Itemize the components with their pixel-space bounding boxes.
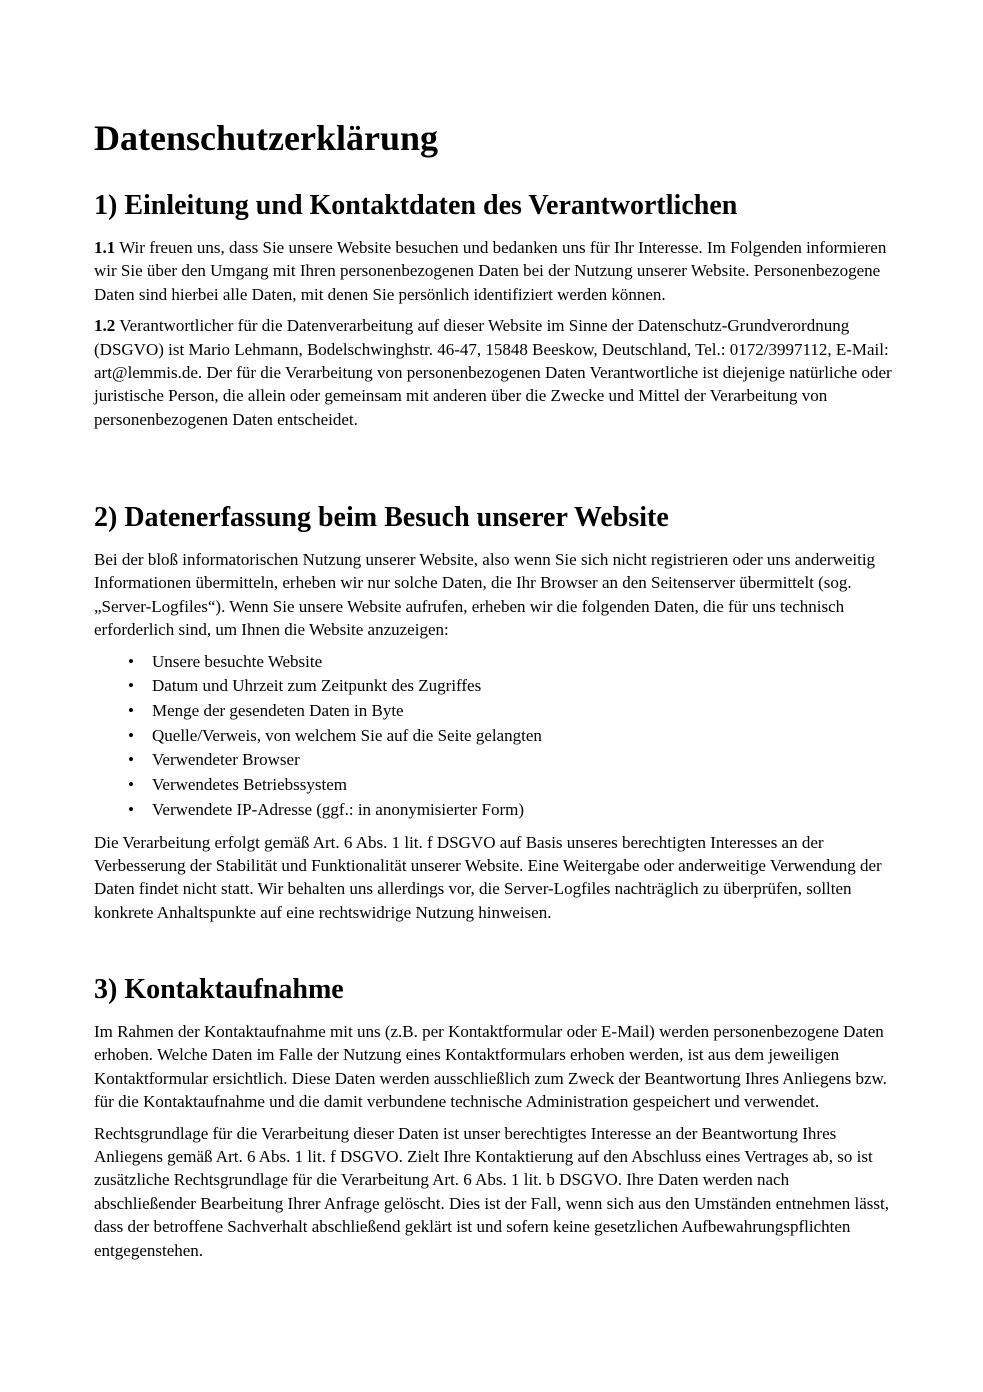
section-heading: 2) Datenerfassung beim Besuch unserer Website <box>94 502 669 533</box>
document-page <box>94 118 894 1260</box>
paragraph-text: Verantwortlicher für die Datenverarbeitung auf dieser Website im Sinne der Datenschutz-Grundverordnung (DSGVO) ist Mario Lehmann, Bodelschwinghstr. 46-47, 15848 Beeskow, Deutschland, Tel.: 0172/3997112, E-Mail: art@lemmis.de. Der für die Verarbeitung von personenbezogenen Daten Verantwortliche ist diejenige natürliche oder juristische Person, die allein oder gemeinsam mit anderen über die Zwecke und Mittel der Verarbeitung von personenbezogenen Daten entscheidet. <box>94 316 892 429</box>
list-item: • Verwendeter Browser <box>94 748 894 773</box>
list-item: • Menge der gesendeten Daten in Byte <box>94 699 894 724</box>
section-outro-paragraph: Die Verarbeitung erfolgt gemäß Art. 6 Abs. 1 lit. f DSGVO auf Basis unseres berechtigten Interesses an der Verbesserung der Stabilität und Funktionalität unserer Website. Eine Weitergabe oder anderweitige Verwendung der Daten findet nicht statt. Wir behalten uns allerdings vor, die Server-Logfiles nachträglich zu überprüfen, sollten konkrete Anhaltspunkte auf eine rechtswidrige Nutzung hinweisen. <box>94 832 882 922</box>
page-title: Datenschutzerklärung <box>94 118 438 158</box>
bullet-icon: • <box>128 701 134 721</box>
paragraph-number: 1.2 <box>94 316 116 336</box>
list-item: • Unsere besuchte Website <box>94 650 894 675</box>
section-heading: 3) Kontaktaufnahme <box>94 974 344 1005</box>
bullet-icon: • <box>128 725 134 745</box>
collected-data-list <box>94 650 894 823</box>
list-item: • Verwendetes Betriebssystem <box>94 773 894 798</box>
bullet-icon: • <box>128 651 134 671</box>
bullet-icon: • <box>128 676 134 696</box>
section-contact <box>94 974 894 1270</box>
list-item: • Quelle/Verweis, von welchem Sie auf die Seite gelangten <box>94 724 894 749</box>
section-data-collection <box>94 502 894 932</box>
paragraph-text: Wir freuen uns, dass Sie unsere Website besuchen und bedanken uns für Ihr Interesse. Im Folgenden informieren wir Sie über den Umgang mit Ihren personenbezogenen Daten bei der Nutzung unserer Website. Personenbezogene Daten sind hierbei alle Daten, mit denen Sie persönlich identifiziert werden können. <box>94 238 887 304</box>
list-item: • Datum und Uhrzeit zum Zeitpunkt des Zugriffes <box>94 674 894 699</box>
section-heading: 1) Einleitung und Kontaktdaten des Verantwortlichen <box>94 190 738 221</box>
paragraph-contact-1: Im Rahmen der Kontaktaufnahme mit uns (z.B. per Kontaktformular oder E-Mail) werden personenbezogene Daten erhoben. Welche Daten im Falle der Nutzung eines Kontaktformulars erhoben werden, ist aus dem jeweiligen Kontaktformular ersichtlich. Diese Daten werden ausschließlich zum Zweck der Beantwortung Ihres Anliegens bzw. für die Kontaktaufnahme und die damit verbundene technische Administration gespeichert und verwendet. <box>94 1022 887 1112</box>
section-introduction <box>94 190 894 439</box>
section-intro-paragraph: Bei der bloß informatorischen Nutzung unserer Website, also wenn Sie sich nicht registrieren oder uns anderweitig Informationen übermitteln, erheben wir nur solche Daten, die Ihr Browser an den Seitenserver übermittelt (sog. „Server-Logfiles“). Wenn Sie unsere Website aufrufen, erheben wir die folgenden Daten, die für uns technisch erforderlich sind, um Ihnen die Website anzuzeigen: <box>94 550 876 640</box>
bullet-icon: • <box>128 799 134 819</box>
paragraph-1-2 <box>94 314 894 431</box>
paragraph-number: 1.1 <box>94 238 116 257</box>
bullet-icon: • <box>128 750 134 770</box>
paragraph-1-1 <box>94 236 894 306</box>
paragraph-contact-2: Rechtsgrundlage für die Verarbeitung dieser Daten ist unser berechtigtes Interesse an der Beantwortung Ihres Anliegens gemäß Art. 6 Abs. 1 lit. f DSGVO. Zielt Ihre Kontaktierung auf den Abschluss eines Vertrages ab, so ist zusätzliche Rechtsgrundlage für die Verarbeitung Art. 6 Abs. 1 lit. b DSGVO. Ihre Daten werden nach abschließender Bearbeitung Ihrer Anfrage gelöscht. Dies ist der Fall, wenn sich aus den Umständen entnehmen lässt, dass der betroffene Sachverhalt abschließend geklärt ist und sofern keine gesetzlichen Aufbewahrungspflichten entgegenstehen. <box>94 1123 889 1260</box>
bullet-icon: • <box>128 775 134 795</box>
list-item: • Verwendete IP-Adresse (ggf.: in anonymisierter Form) <box>94 798 894 823</box>
